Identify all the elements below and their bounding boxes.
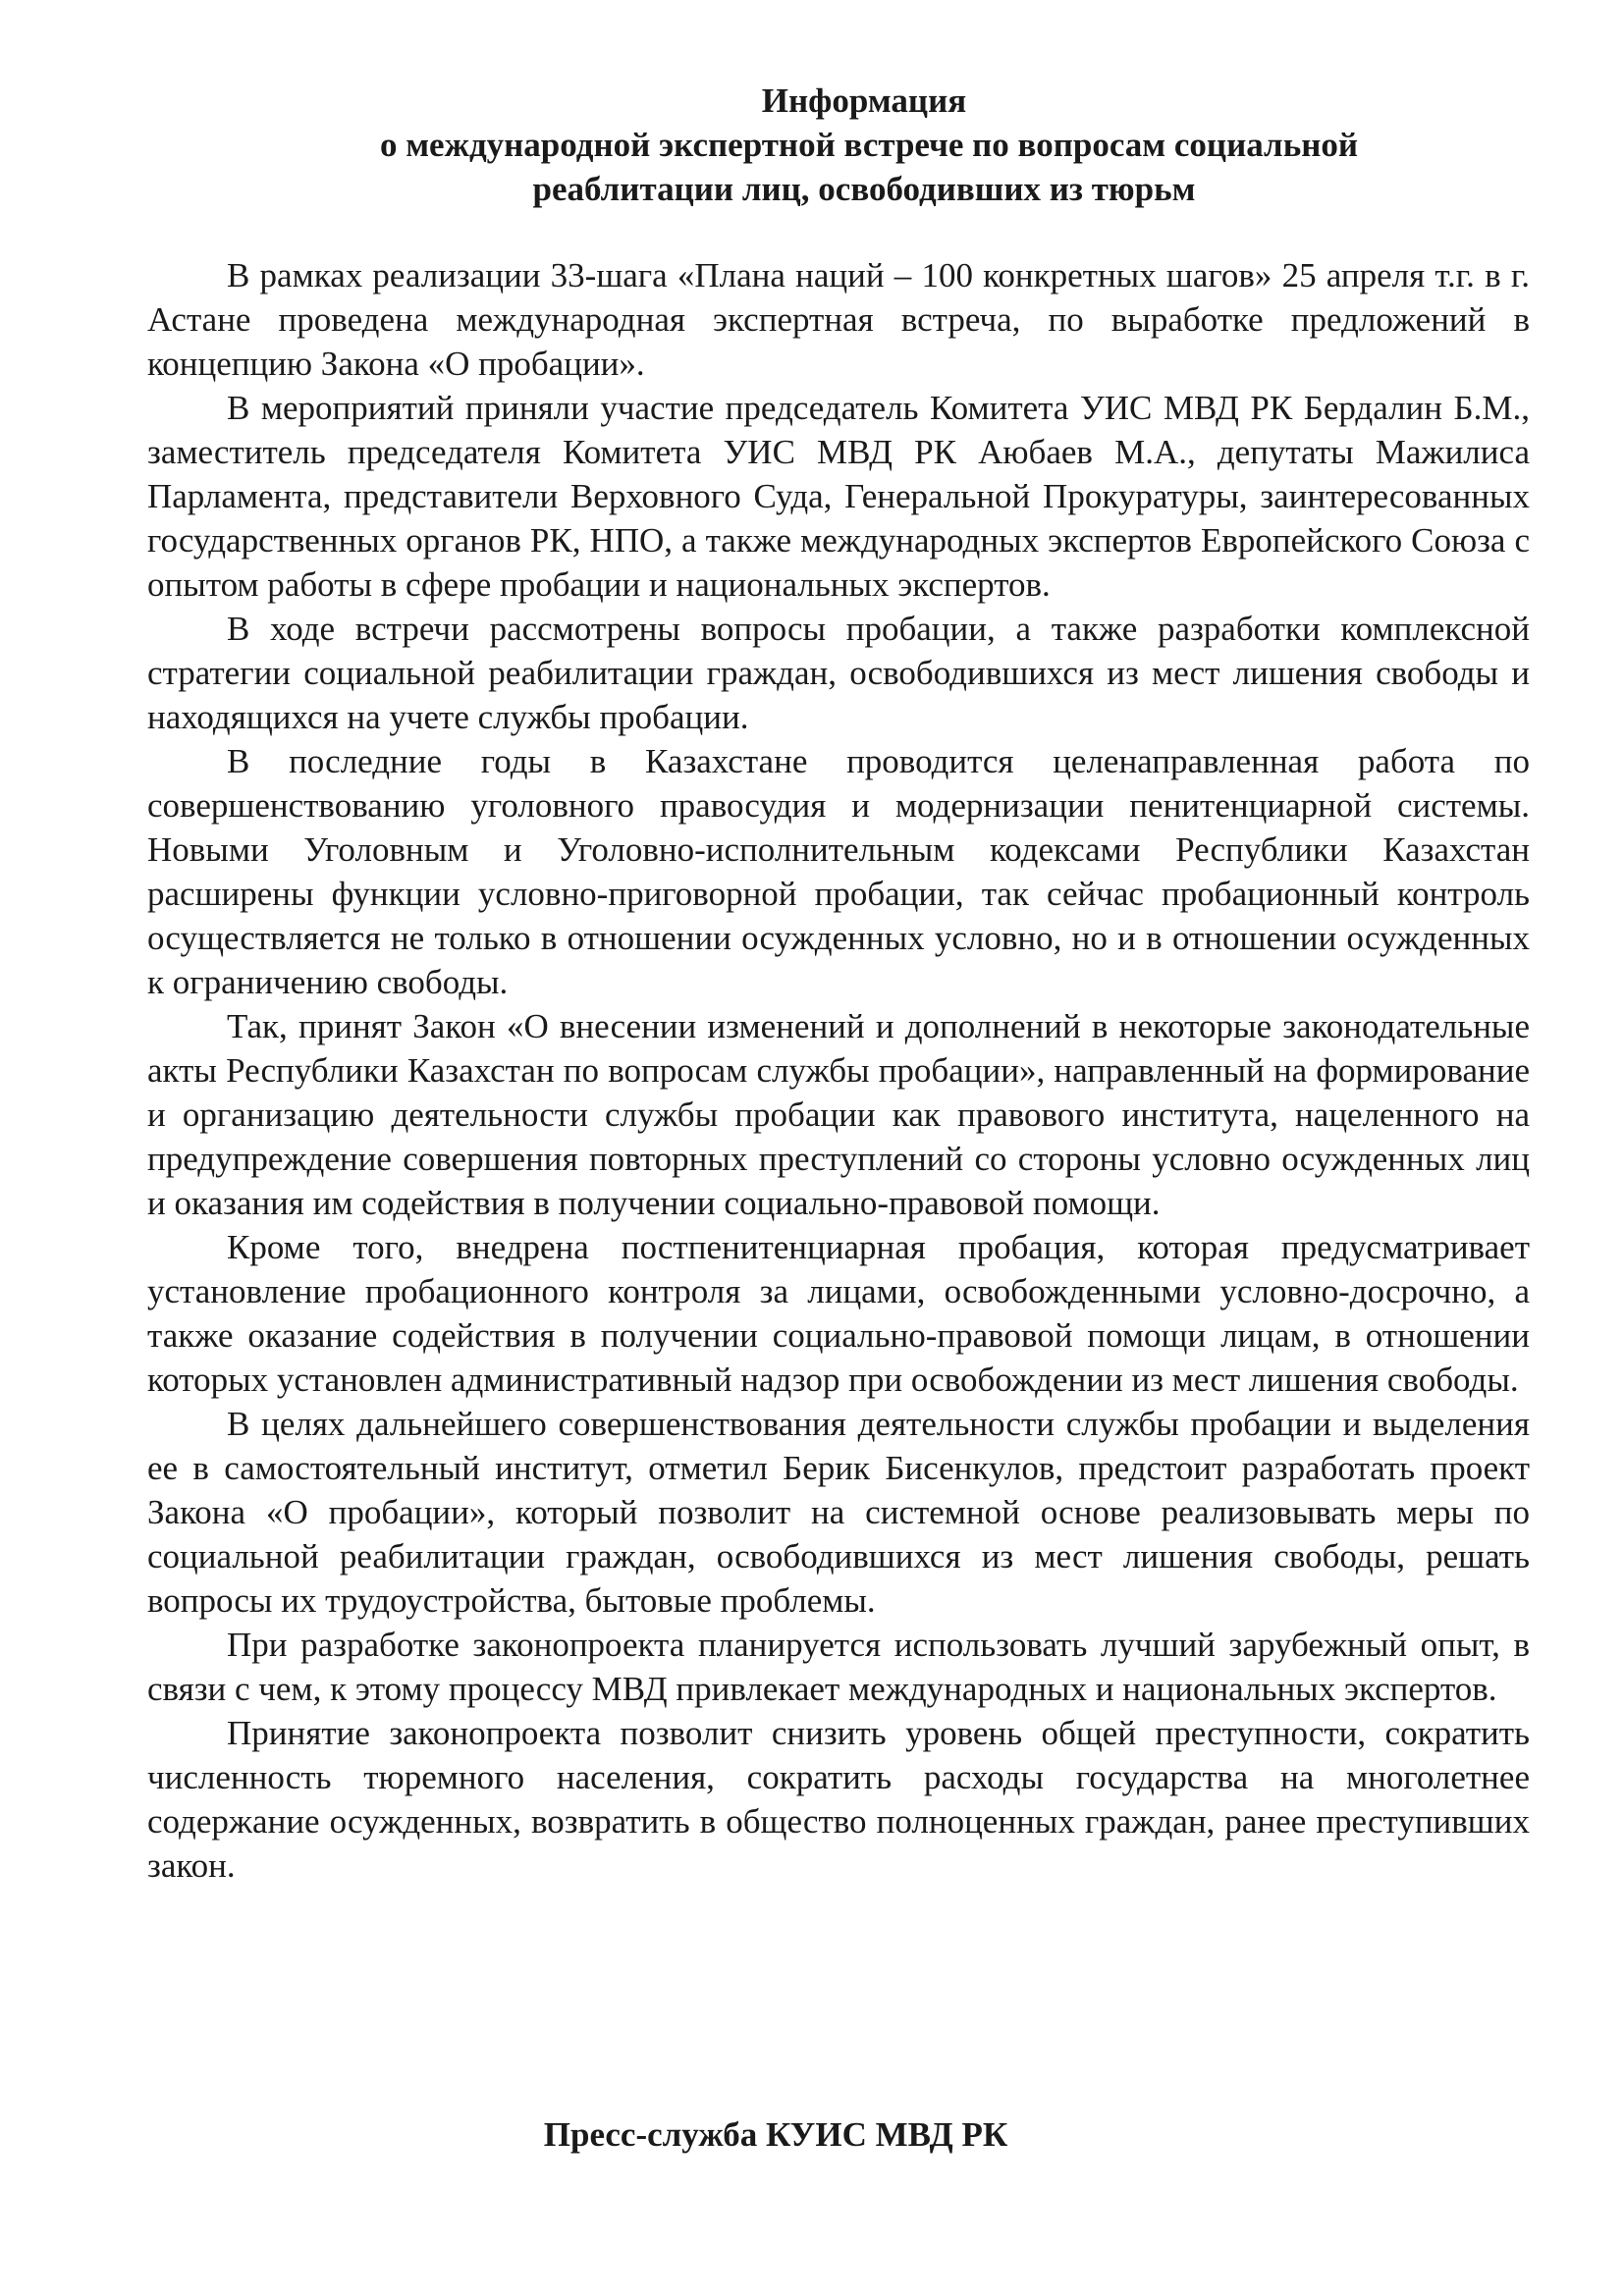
title-line-2: о международной экспертной встрече по вопросам социальной: [379, 126, 1359, 164]
paragraph-5: Так, принят Закон «О внесении изменений и дополнений в некоторые законодательные акты Республики Казахстан по вопросам службы пробации», направленный на формирование и организацию деятельности службы пробации как правового института, нацеленного на предупреждение совершения повторных преступлений со стороны условно осужденных лиц и оказания им содействия в получении социально-правовой помощи.: [147, 1007, 1530, 1222]
paragraph-7: В целях дальнейшего совершенствования деятельности службы пробации и выделения ее в самостоятельный институт, отметил Берик Бисенкулов, предстоит разработать проект Закона «О пробации», который позволит на системной основе реализовывать меры по социальной реабилитации граждан, освободившихся из мест лишения свободы, решать вопросы их трудоустройства, бытовые проблемы.: [147, 1405, 1530, 1620]
paragraph-9: Принятие законопроекта позволит снизить уровень общей преступности, сократить численность тюремного населения, сократить расходы государства на многолетнее содержание осужденных, возвратить в общество полноценных граждан, ранее преступивших закон.: [147, 1714, 1530, 1885]
paragraph-1: В рамках реализации 33-шага «Плана наций – 100 конкретных шагов» 25 апреля т.г. в г. Астане проведена международная экспертная встреча, по выработке предложений в концепцию Закона «О пробации».: [147, 256, 1530, 383]
paragraph-4: В последние годы в Казахстане проводится целенаправленная работа по совершенствованию уголовного правосудия и модернизации пенитенциарной системы. Новыми Уголовным и Уголовно-исполнительным кодексами Республики Казахстан расширены функции условно-приговорной пробации, так сейчас пробационный контроль осуществляется не только в отношении осужденных условно, но и в отношении осужденных к ограничению свободы.: [147, 742, 1530, 1001]
signature: Пресс-служба КУИС МВД РК: [543, 2115, 1008, 2154]
document-body: [147, 253, 1530, 1888]
paragraph-6: Кроме того, внедрена постпенитенциарная пробация, которая предусматривает установление пробационного контроля за лицами, освобожденными условно-досрочно, а также оказание содействия в получении социально-правовой помощи лицам, в отношении которых установлен административный надзор при освобождении из мест лишения свободы.: [147, 1228, 1530, 1399]
paragraph-3: В ходе встречи рассмотрены вопросы пробации, а также разработки комплексной стратегии социальной реабилитации граждан, освободившихся из мест лишения свободы и находящихся на учете службы пробации.: [147, 610, 1530, 736]
title-line-1: Информация: [761, 81, 967, 120]
paragraph-2: В мероприятий приняли участие председатель Комитета УИС МВД РК Бердалин Б.М., заместитель председателя Комитета УИС МВД РК Аюбаев М.А., депутаты Мажилиса Парламента, представители Верховного Суда, Генеральной Прокуратуры, заинтересованных государственных органов РК, НПО, а также международных экспертов Европейского Союза с опытом работы в сфере пробации и национальных экспертов.: [147, 389, 1530, 604]
title-line-3: реаблитации лиц, освободивших из тюрьм: [532, 170, 1196, 208]
document-title: [147, 79, 1581, 211]
paragraph-8: При разработке законопроекта планируется использовать лучший зарубежный опыт, в связи с чем, к этому процессу МВД привлекает международных и национальных экспертов.: [147, 1626, 1530, 1708]
